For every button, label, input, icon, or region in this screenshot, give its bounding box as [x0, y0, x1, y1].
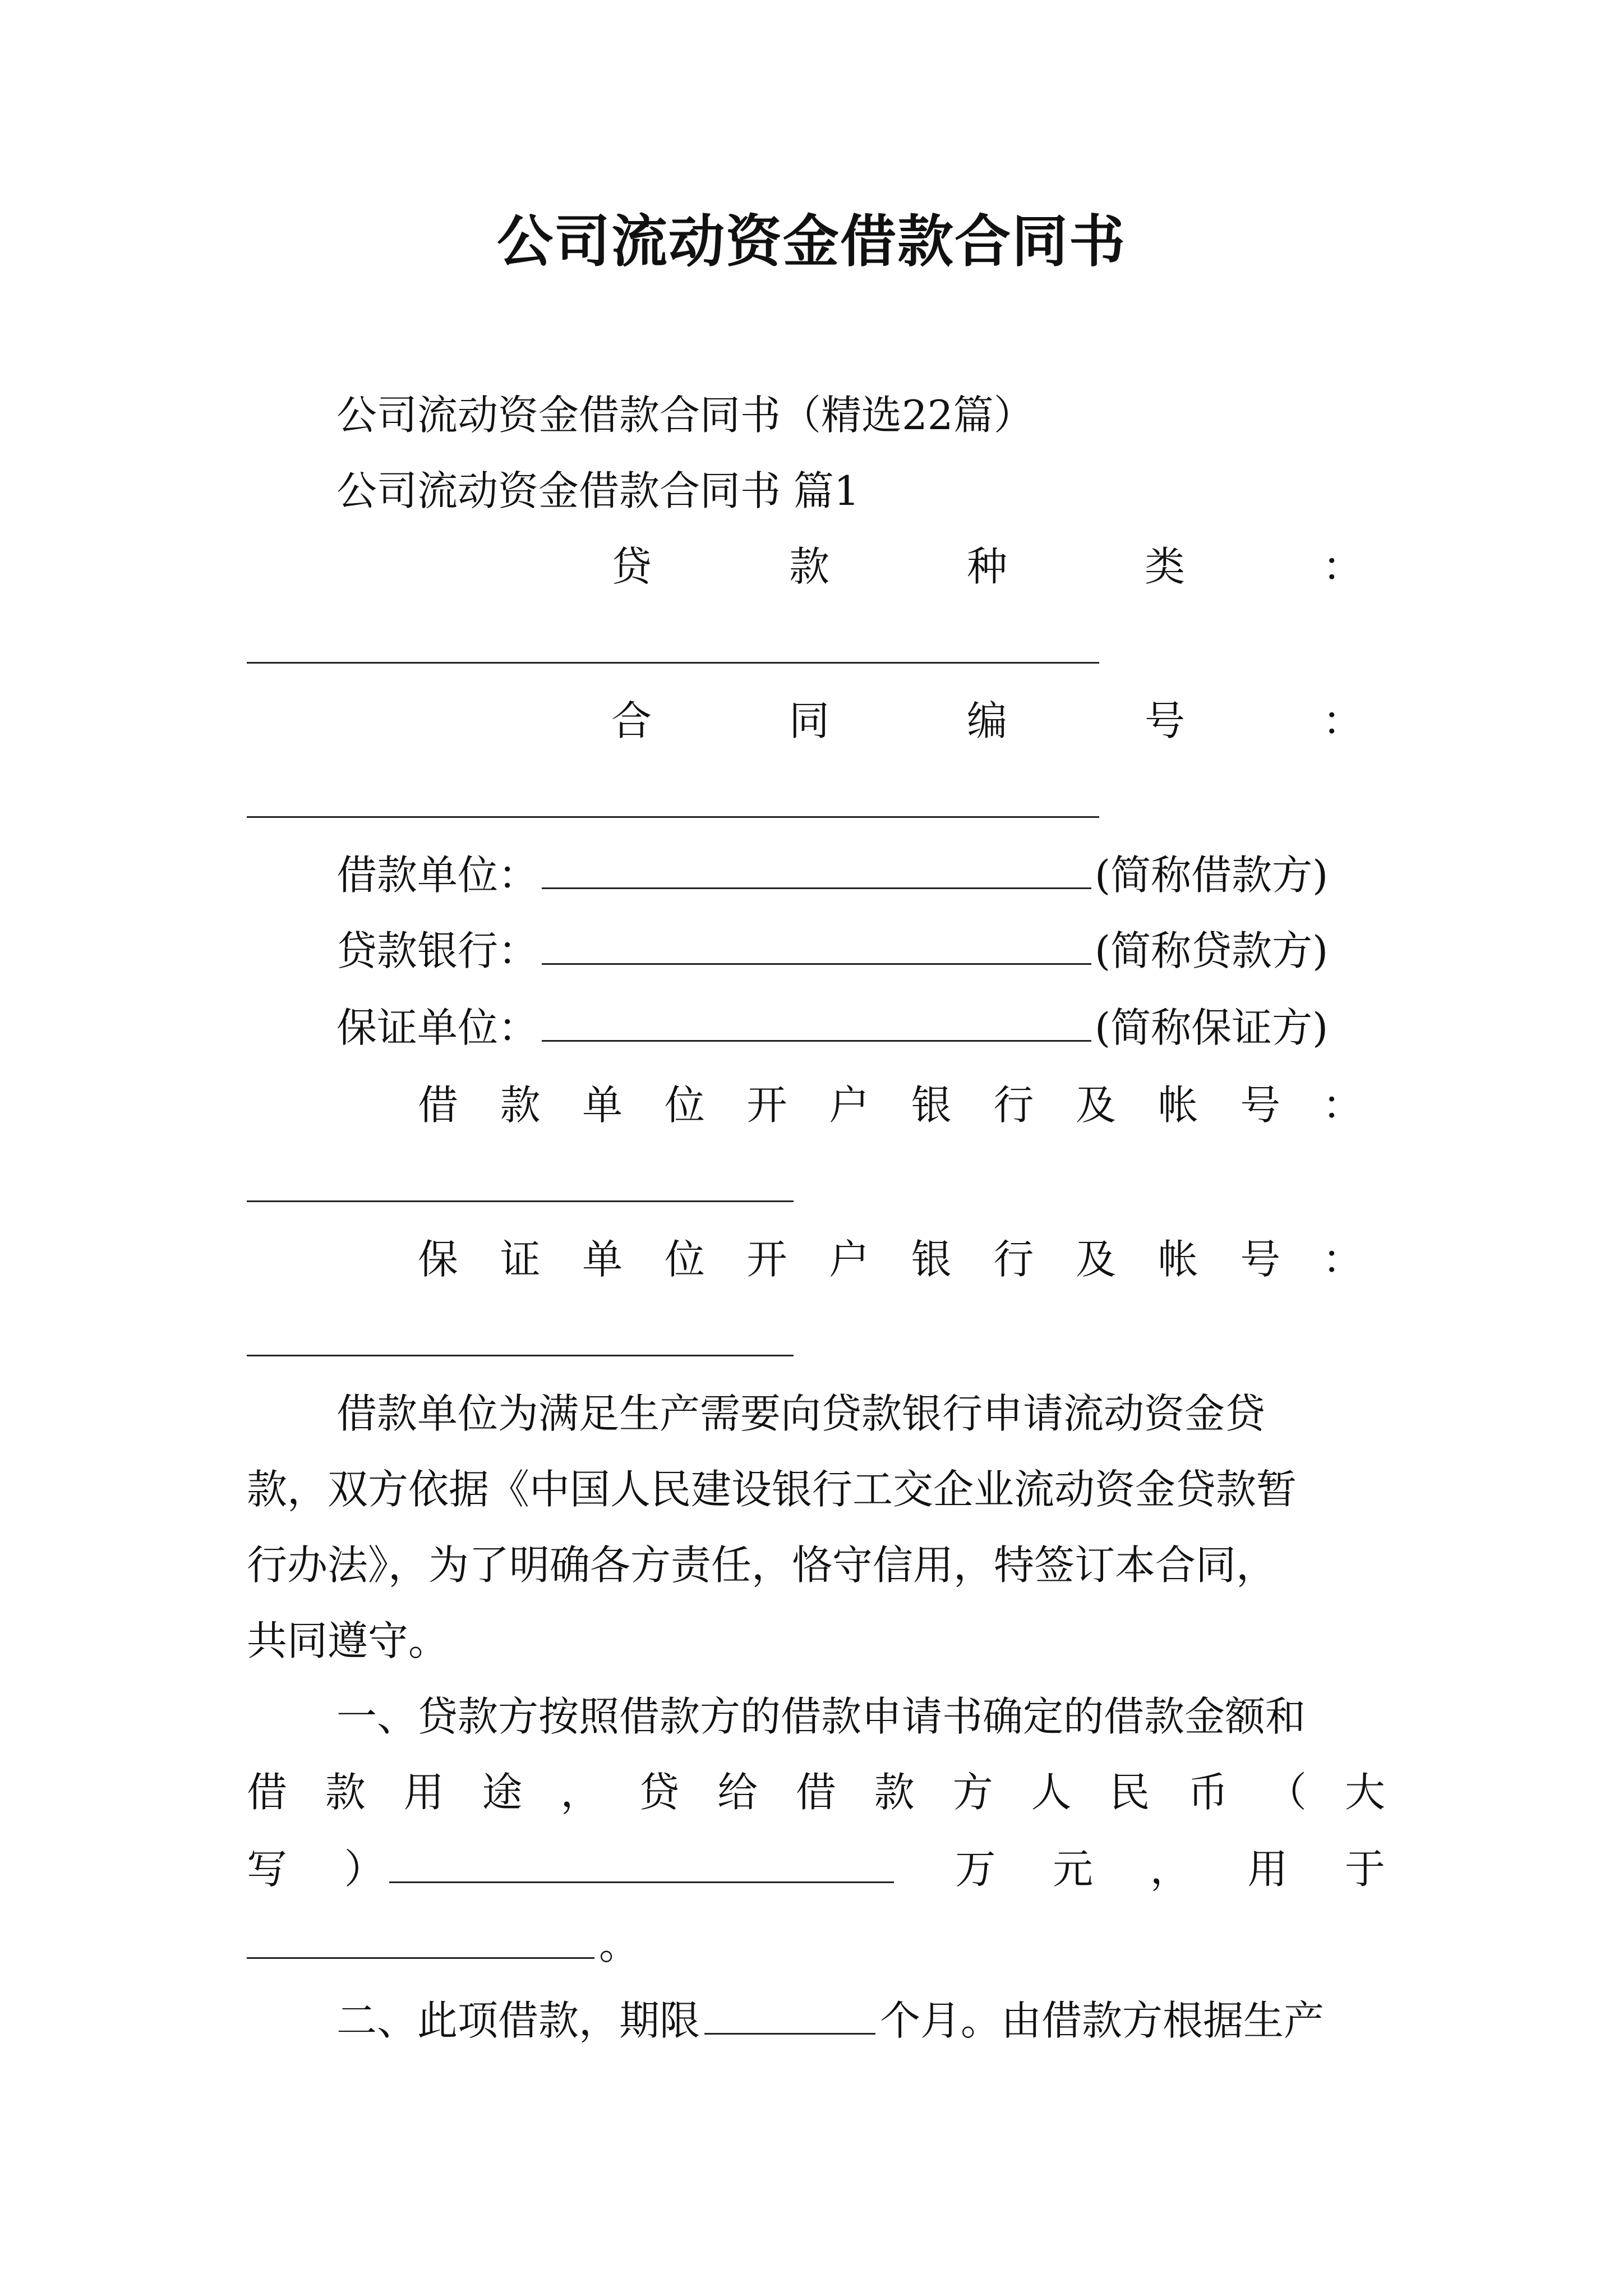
guarantor-account-char: 行	[993, 1236, 1034, 1283]
borrower-account-char: 户	[829, 1082, 870, 1129]
period-mark: 。	[599, 1921, 640, 1968]
purpose-char: 方	[952, 1769, 993, 1816]
purpose-char: 途	[482, 1769, 523, 1816]
borrower-account-label	[418, 1077, 1363, 1133]
borrower-note: (简称借款方)	[1095, 852, 1329, 899]
loan-type-char: 种	[966, 543, 1007, 590]
amount-char: 于	[1344, 1846, 1385, 1893]
amount-char: 用	[1247, 1846, 1288, 1893]
purpose-char: ，	[560, 1769, 601, 1816]
guarantor-row	[336, 1000, 1328, 1056]
purpose-char: 民	[1109, 1769, 1150, 1816]
purpose-char: （	[1266, 1769, 1307, 1816]
bank-row	[336, 923, 1328, 979]
paragraph-line: 一、贷款方按照借款方的借款申请书确定的借款金额和	[336, 1693, 1306, 1740]
borrower-account-char: 银	[911, 1082, 952, 1129]
contract-number-blank[interactable]	[247, 816, 1099, 818]
borrower-account-char: 位	[664, 1082, 705, 1129]
guarantor-account-char: 户	[829, 1236, 870, 1283]
paragraph-line: 行办法》，为了明确各方责任，恪守信用，特签订本合同，	[247, 1542, 1277, 1589]
loan-type-char: 款	[789, 543, 829, 590]
guarantor-account-char: 号	[1240, 1236, 1281, 1283]
borrower-row	[336, 847, 1328, 903]
guarantor-account-char: 及	[1076, 1236, 1117, 1283]
bank-blank[interactable]	[542, 924, 1091, 965]
loan-type-label	[611, 539, 1363, 595]
guarantor-account-char: 开	[746, 1236, 787, 1283]
borrower-account-char: 行	[993, 1082, 1034, 1129]
guarantor-account-char: 位	[664, 1236, 705, 1283]
amount-group	[344, 1840, 898, 1897]
guarantor-account-char: 保	[418, 1236, 459, 1283]
guarantor-account-char: 证	[500, 1236, 541, 1283]
guarantor-account-char: 银	[911, 1236, 952, 1283]
contract-number-char: 同	[789, 697, 829, 744]
bank-label: 贷款银行：	[336, 927, 539, 974]
purpose-char: 大	[1344, 1769, 1385, 1816]
guarantor-blank[interactable]	[542, 1001, 1091, 1042]
amount-blank[interactable]	[389, 1840, 894, 1883]
borrower-account-char: 及	[1076, 1082, 1117, 1129]
term-text-a: 二、此项借款，期限	[336, 1997, 700, 2044]
borrower-account-char: 借	[418, 1082, 459, 1129]
purpose-char: 款	[325, 1769, 366, 1816]
paragraph-line: 借款单位为满足生产需要向贷款银行申请流动资金贷	[336, 1390, 1266, 1437]
purpose-char: 给	[717, 1769, 758, 1816]
term-text-b: 个月。由借款方根据生产	[880, 1997, 1325, 2044]
contract-number-char: ：	[1322, 697, 1363, 744]
contract-number-char: 合	[611, 697, 652, 744]
purpose-blank-line	[247, 1916, 639, 1973]
purpose-char: 币	[1188, 1769, 1229, 1816]
contract-number-char: 号	[1144, 697, 1185, 744]
purpose-char: 借	[795, 1769, 836, 1816]
loan-type-char: ：	[1322, 543, 1363, 590]
borrower-account-blank[interactable]	[247, 1200, 794, 1202]
purpose-blank[interactable]	[247, 1916, 594, 1959]
amount-line	[247, 1840, 1385, 1897]
amount-char: 万	[955, 1846, 996, 1893]
purpose-char: 人	[1031, 1769, 1072, 1816]
borrower-account-char: 开	[746, 1082, 787, 1129]
guarantor-account-char: ：	[1322, 1236, 1363, 1283]
amount-char: 元	[1052, 1846, 1093, 1893]
borrower-account-char: ：	[1322, 1082, 1363, 1129]
borrower-account-char: 帐	[1158, 1082, 1198, 1129]
amount-char: ）	[344, 1846, 385, 1893]
term-line	[336, 1991, 1324, 2049]
borrower-account-char: 款	[500, 1082, 541, 1129]
document-subtitle: 公司流动资金借款合同书（精选22篇）	[336, 392, 1034, 439]
contract-number-char: 编	[966, 697, 1007, 744]
term-blank[interactable]	[704, 1991, 875, 2035]
purpose-char: 用	[403, 1769, 444, 1816]
guarantor-note: (简称保证方)	[1095, 1004, 1329, 1051]
borrower-blank[interactable]	[542, 848, 1091, 889]
borrower-label: 借款单位：	[336, 852, 539, 899]
guarantor-account-label	[418, 1231, 1363, 1287]
borrower-account-char: 单	[582, 1082, 623, 1129]
paragraph-line: 共同遵守。	[247, 1617, 449, 1664]
document-title: 公司流动资金借款合同书	[497, 208, 1126, 274]
guarantor-account-blank[interactable]	[247, 1355, 794, 1356]
guarantor-account-char: 帐	[1158, 1236, 1198, 1283]
loan-type-blank[interactable]	[247, 662, 1099, 664]
loan-type-char: 类	[1144, 543, 1185, 590]
paragraph-line: 款，双方依据《中国人民建设银行工交企业流动资金贷款暂	[247, 1466, 1297, 1513]
guarantor-label: 保证单位：	[336, 1004, 539, 1051]
guarantor-account-char: 单	[582, 1236, 623, 1283]
amount-char: ，	[1150, 1846, 1191, 1893]
contract-number-label	[611, 693, 1363, 749]
purpose-char: 借	[247, 1769, 288, 1816]
borrower-account-char: 号	[1240, 1082, 1281, 1129]
bank-note: (简称贷款方)	[1095, 927, 1329, 974]
purpose-char: 款	[874, 1769, 915, 1816]
amount-char: 写	[247, 1846, 288, 1893]
loan-purpose-line	[247, 1764, 1385, 1820]
loan-type-char: 贷	[611, 543, 652, 590]
purpose-char: 贷	[639, 1769, 680, 1816]
section-heading: 公司流动资金借款合同书 篇1	[336, 467, 860, 514]
